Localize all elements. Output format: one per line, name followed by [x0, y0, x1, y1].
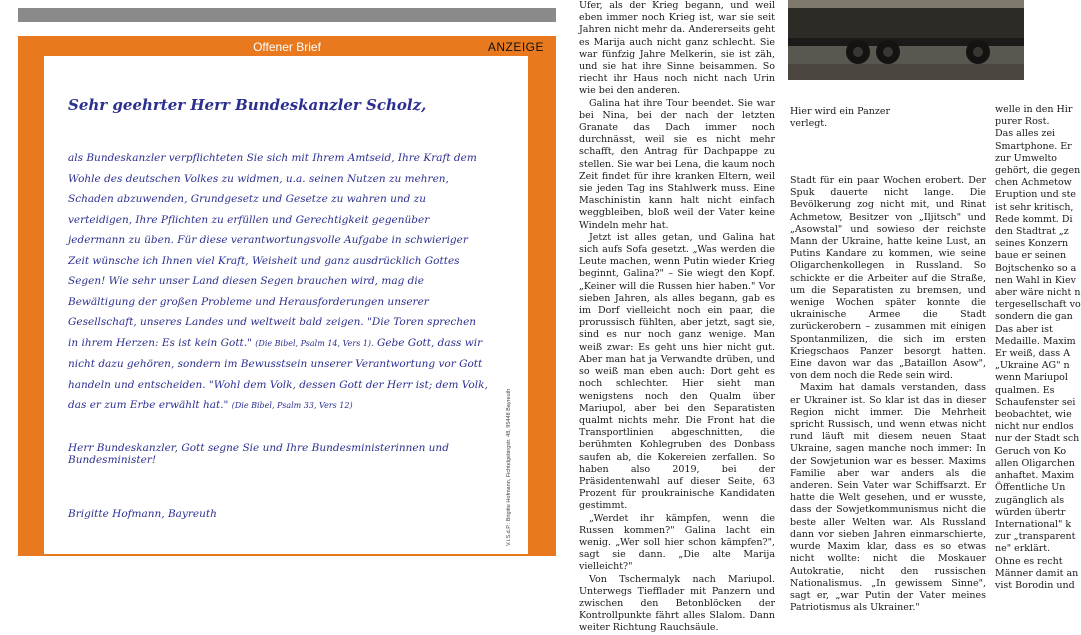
column-3-line: den Stadtrat „z [995, 226, 1069, 238]
column-3-line: tergesellschaft vo [995, 299, 1081, 311]
column-3-line: Das alles zei [995, 128, 1056, 140]
paragraph: „Werdet ihr kämpfen, wenn die Russen kommen?" Galina lacht ein wenig. „Wer soll hier schon kämpfen?", sagt sie dann. „Die alte Marija vielleicht?" [579, 512, 775, 573]
column-3-line: qualmen. Es [995, 384, 1055, 396]
column-3-line: beobachtet, wie [995, 409, 1072, 421]
column-3-line: Ohne es recht [995, 555, 1063, 567]
paragraph: Galina hat ihre Tour beendet. Sie war bei Nina, bei der nach der letzten Granate das Dach immer noch durchnässt, weil sie es nicht mehr schafft, den Antrag für Dachpappe zu stellen. Sie war bei Lena, die kaum noch Zeit findet für ihre kranken Eltern, weil sie jeden Tag ins Stahlwerk muss. Eine Maschinistin kann halt nicht einfach weggbleiben, bloß weil der Vater keine Windeln mehr hat. [579, 97, 775, 231]
letter-citation-1: (Die Bibel, Psalm 14, Vers 1). [255, 338, 374, 348]
column-3-line: International" k [995, 518, 1072, 530]
column-3-line: Er weiß, dass A [995, 348, 1071, 360]
paragraph: Jetzt ist alles getan, und Galina hat sich aufs Sofa gesetzt. „Was werden die Leute machen, wenn Putin wieder Krieg beginnt, Galina?" – Sie wiegt den Kopf. „Keiner will die Russen hier haben." Vor sieben Jahren, als alles begann, gab es im Dorf vielleicht noch ein paar, die prorussisch fühlten, aber jetzt, sagt sie, sind es nur noch ganz wenige. Man weiß zwar: Es geht uns hier nicht gut. Aber man hat ja Verwandte drüben, und so weiß man eben auch: Dort geht es noch schlechter. Hier sieht man wenigstens noch den Qualm über Mariupol, aber bei den Separatisten qualmt nichts mehr. Die Front hat die Transportlinien abgeschnitten, die berühmten Kohlegruben des Donbass saufen ab, die Kokereien zerfallen. So haben also 2019, bei der Präsidentenwahl auf dieser Seite, 63 Prozent für proukrainische Kandidaten gestimmt. [579, 231, 775, 512]
column-3-line: Smartphone. Er [995, 140, 1072, 152]
column-3-line: seines Konzern [995, 238, 1069, 250]
column-3-line: Öffentliche Un [995, 482, 1066, 494]
truck-photo [788, 0, 1024, 80]
column-3-line: gehört, die gegen [995, 165, 1081, 177]
ad-title: Offener Brief [253, 40, 321, 54]
truck-image-icon [788, 0, 1024, 80]
column-3-line: Rede kommt. Di [995, 213, 1073, 225]
paragraph: Ufer, als der Krieg begann, und weil eben immer noch Krieg ist, war sie seit Jahren nicht mehr da. Andererseits geht es Marija auch nicht ganz schlecht. Sie war fünfzig Jahre Melkerin, sie ist zäh, und sie hat ihre Sinne beisammen. So riecht ihr Haus noch nicht nach Urin wie bei den anderen. [579, 0, 775, 97]
column-3-line: zur Umwelto [995, 152, 1058, 164]
column-3-line: nicht nur endlos [995, 421, 1074, 433]
column-3-line: ne" erklärt. [995, 543, 1051, 555]
article-column-2 [790, 175, 986, 614]
column-3-line: vist Borodin und [995, 579, 1075, 591]
letter-body [68, 148, 488, 417]
paragraph: Stadt für ein paar Wochen erobert. Der Spuk dauerte nicht lange. Die Bevölkerung zog nicht mit, und Rinat Achmetow, Besitzer von „Iljitsch" und „Asowstal" und sowieso der reichste Mann der Ukraine, hatte keine Lust, an Putins Kandare zu kommen, wie seine Oligarchenkollegen in Russland. So schickte er die Arbeiter auf die Straße, um die Separatisten zu bremsen, und wenige Wochen später konnte die ukrainische Armee die Stadt zurückerobern – zusammen mit einigen Spontanmilizen, die sich im ersten Kriegschaos Panzer besorgt hatten. Eine davon war das „Bataillon Asow", von dem noch die Rede sein wird. [790, 175, 986, 382]
paragraph: Maxim hat damals verstanden, dass er Ukrainer ist. So klar ist das in dieser Region nicht immer. Die Mehrheit spricht Russisch, und wenn etwas nicht rund läuft mit diesem neuen Staat Ukraine, sagen manche noch immer: In der Sowjetunion war es besser. Maxims Familie aber war anders als die anderen. Sein Vater war Schiffsarzt. Er hatte die Welt gesehen, und er wusste, dass der Sowjetkommunismus nicht die beste aller Welten war. Als Russland dann vor sieben Jahren einmarschierte, wurde Maxim klar, dass es so etwas nicht wollte: nicht die Moskauer Autokratie, nicht den russischen Nationalismus. „In gewissem Sinne", sagt er, „war Putin der Vater meines Patriotismus als Ukrainer." [790, 382, 986, 614]
column-3-line: Männer damit an [995, 567, 1079, 579]
advertisement-box [18, 36, 556, 556]
column-3-line: wenn Mariupol [995, 372, 1068, 384]
ad-header [18, 40, 556, 56]
column-3-line: zugänglich als [995, 494, 1065, 506]
top-gray-bar [18, 8, 556, 22]
letter-paper [44, 56, 528, 554]
column-3-line: chen Achmetow [995, 177, 1072, 189]
column-3-line: purer Rost. [995, 116, 1050, 128]
column-3-line: Das aber ist [995, 323, 1053, 335]
imprint-text: V.i.S.d.P.: Brigitte Hofmann, Fichtelgebirgstr. 48, 95448 Bayreuth [506, 388, 512, 546]
letter-citation-2: (Die Bibel, Psalm 33, Vers 12) [231, 401, 353, 410]
column-3-line: nur der Stadt sch [995, 433, 1080, 445]
column-3-line: welle in den Hir [995, 104, 1073, 115]
column-3-line: zur „transparent [995, 531, 1076, 543]
column-3-line: ist sehr kritisch, [995, 201, 1074, 213]
column-3-line: anhaftet. Maxim [995, 470, 1075, 482]
photo-caption: Hier wird ein Panzer verlegt. [790, 106, 891, 129]
ad-label: ANZEIGE [487, 40, 544, 54]
column-3-line: Medaille. Maxim [995, 335, 1076, 347]
column-3-line: sondern die gan [995, 311, 1073, 323]
letter-body-part2: Gebe Gott, dass wir nicht dazu gehören, sondern im Bewusstsein unserer Verantwortung vor Gott handeln und entscheiden. "Wohl dem Volk, dessen Gott der Herr ist; dem Volk, das er zum Erbe erwählt hat." [68, 336, 488, 411]
column-3-line: Eruption und ste [995, 189, 1077, 201]
article-column-1 [579, 0, 775, 635]
letter-salutation: Sehr geehrter Herr Bundeskanzler Scholz, [68, 96, 427, 114]
letter-signature: Brigitte Hofmann, Bayreuth [68, 508, 217, 520]
column-3-line: nen Wahl in Kiev [995, 274, 1076, 286]
letter-body-part1: als Bundeskanzler verpflichteten Sie sich mit Ihrem Amtseid, Ihre Kraft dem Wohle des deutschen Volkes zu widmen, u.a. seinen Nutzen zu mehren, Schaden abzuwenden, Grundgesetz und Gesetze zu wahren und zu verteidigen, Ihre Pflichten zu erfüllen und Gerechtigkeit gegenüber jedermann zu üben. Für diese verantwortungsvolle Aufgabe in schwieriger Zeit wünsche ich Ihnen viel Kraft, Weisheit und ganz ausdrücklich Gottes Segen! Wie sehr unser Land diesen Segen brauchen wird, mag die Bewältigung der großen Probleme und Herausforderungen unserer Gesellschaft, unseres Landes und weltweit bald zeigen. "Die Toren sprechen in ihrem Herzen: Es ist kein Gott." [68, 152, 477, 349]
column-3-line: Bojtschenko so a [995, 262, 1077, 274]
column-3-line: Schaufenster sei [995, 396, 1076, 408]
letter-closing: Herr Bundeskanzler, Gott segne Sie und Ihre Bundesministerinnen und Bundesminister! [68, 442, 449, 466]
column-3-line: Geruch von Ko [995, 445, 1067, 457]
column-3-line: allen Oligarchen [995, 457, 1075, 469]
paragraph: Von Tschermalyk nach Mariupol. Unterwegs Tiefflader mit Panzern und zwischen den Betonblöcken der Kontrollpunkte fährt alles Slalom. Dann weiter Richtung Rauchsäule. [579, 573, 775, 634]
column-3-line: aber wäre nicht n [995, 287, 1081, 299]
article-column-3 [995, 104, 1081, 592]
column-3-line: „Ukraine AG" n [995, 360, 1070, 372]
column-3-line: baue er seinen [995, 250, 1067, 262]
column-3-line: würden übertr [995, 506, 1066, 518]
